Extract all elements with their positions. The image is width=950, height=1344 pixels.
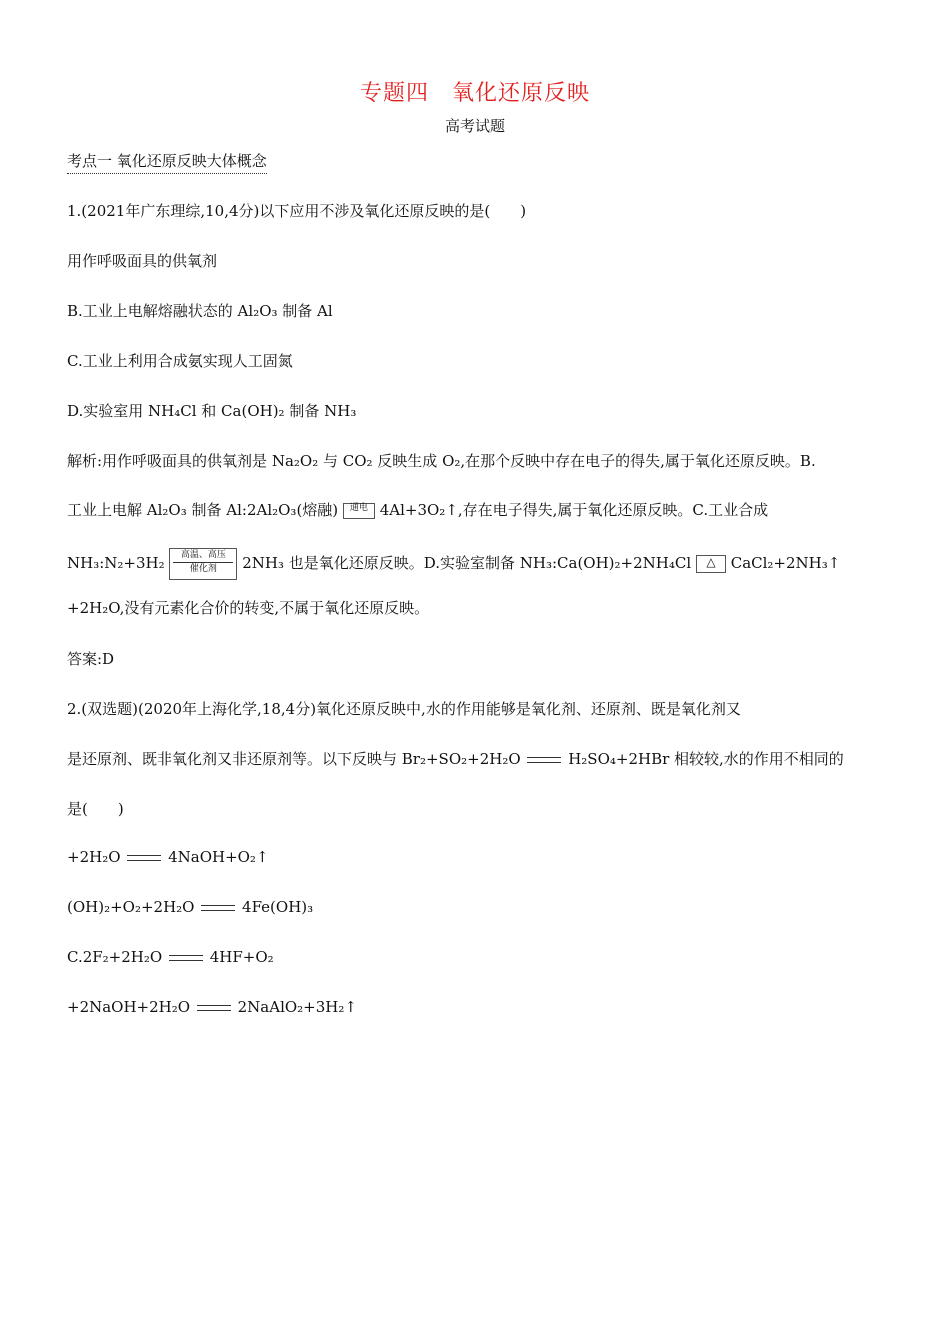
condition-arrow <box>343 503 375 519</box>
heat-condition-arrow <box>696 555 726 573</box>
equation-text: CaCl₂+2NH₃↑ <box>730 554 841 572</box>
q2-stem-line1: 2.(双选题)(2020年上海化学,18,4分)氧化还原反映中,水的作用能够是氧化剂、还原剂、既是氧化剂又 <box>67 700 741 718</box>
equation-text: 4Al+3O₂↑,存在电子得失,属于氧化还原反映。C.工业合成 <box>379 501 769 519</box>
equals-sign <box>201 905 235 911</box>
q1-answer: 答案:D <box>67 650 115 668</box>
condition-label: △ <box>706 555 716 569</box>
condition-label-top: 高温、高压 <box>180 550 226 560</box>
condition-label: 通电 <box>349 503 368 513</box>
q1-explanation-line4: +2H₂O,没有元素化合价的转变,不属于氧化还原反映。 <box>67 599 430 617</box>
equation-right: 4NaOH+O₂↑ <box>168 848 269 866</box>
equation-text: 2NH₃ 也是氧化还原反映。D.实验室制备 NH₃:Ca(OH)₂+2NH₄Cl <box>242 554 692 572</box>
q2-option-b <box>67 898 313 916</box>
equation-right: 4Fe(OH)₃ <box>242 898 314 916</box>
q1-option-d: D.实验室用 NH₄Cl 和 Ca(OH)₂ 制备 NH₃ <box>67 402 357 420</box>
equation-left: +2NaOH+2H₂O <box>67 998 191 1016</box>
equation-left: +2H₂O <box>67 848 121 866</box>
page-title: 专题四 氧化还原反映 <box>359 81 590 106</box>
equals-sign <box>127 855 161 861</box>
equation-text: H₂SO₄+2HBr 相较较,水的作用不相同的 <box>568 750 844 768</box>
condition-arrow <box>169 548 237 580</box>
equation-right: 4HF+O₂ <box>209 948 274 966</box>
q1-explanation-line2 <box>67 499 768 520</box>
equation-text: 是还原剂、既非氧化剂又非还原剂等。以下反映与 Br₂+SO₂+2H₂O <box>67 750 521 768</box>
q1-explanation-line1: 解析:用作呼吸面具的供氧剂是 Na₂O₂ 与 CO₂ 反映生成 O₂,在那个反映中存在电子的得失,属于氧化还原反映。B. <box>67 452 816 470</box>
equals-sign <box>527 757 561 763</box>
q2-option-c <box>67 948 274 966</box>
equation-right: 2NaAlO₂+3H₂↑ <box>237 998 357 1016</box>
q1-option-b: B.工业上电解熔融状态的 Al₂O₃ 制备 Al <box>67 302 333 320</box>
q1-option-a: 用作呼吸面具的供氧剂 <box>67 252 218 270</box>
q2-option-d <box>67 998 357 1016</box>
equation-text: 工业上电解 Al₂O₃ 制备 Al:2Al₂O₃(熔融) <box>67 501 339 519</box>
q1-option-c: C.工业上利用合成氨实现人工固氮 <box>67 352 293 370</box>
condition-label-bottom: 催化剂 <box>189 564 217 574</box>
section-heading: 考点一 氧化还原反映大体概念 <box>67 150 267 174</box>
equals-sign <box>169 955 203 961</box>
q1-explanation-line3 <box>67 548 840 580</box>
equation-text: NH₃:N₂+3H₂ <box>67 554 165 572</box>
equation-left: (OH)₂+O₂+2H₂O <box>67 898 195 916</box>
equation-left: C.2F₂+2H₂O <box>67 948 163 966</box>
q2-stem-line2 <box>67 748 844 769</box>
q1-stem: 1.(2021年广东理综,10,4分)以下应用不涉及氧化还原反映的是( ) <box>67 202 527 220</box>
page-subtitle: 高考试题 <box>444 117 505 135</box>
q2-option-a <box>67 848 269 866</box>
equals-sign <box>197 1005 231 1011</box>
q2-stem-line3: 是( ) <box>67 800 124 818</box>
